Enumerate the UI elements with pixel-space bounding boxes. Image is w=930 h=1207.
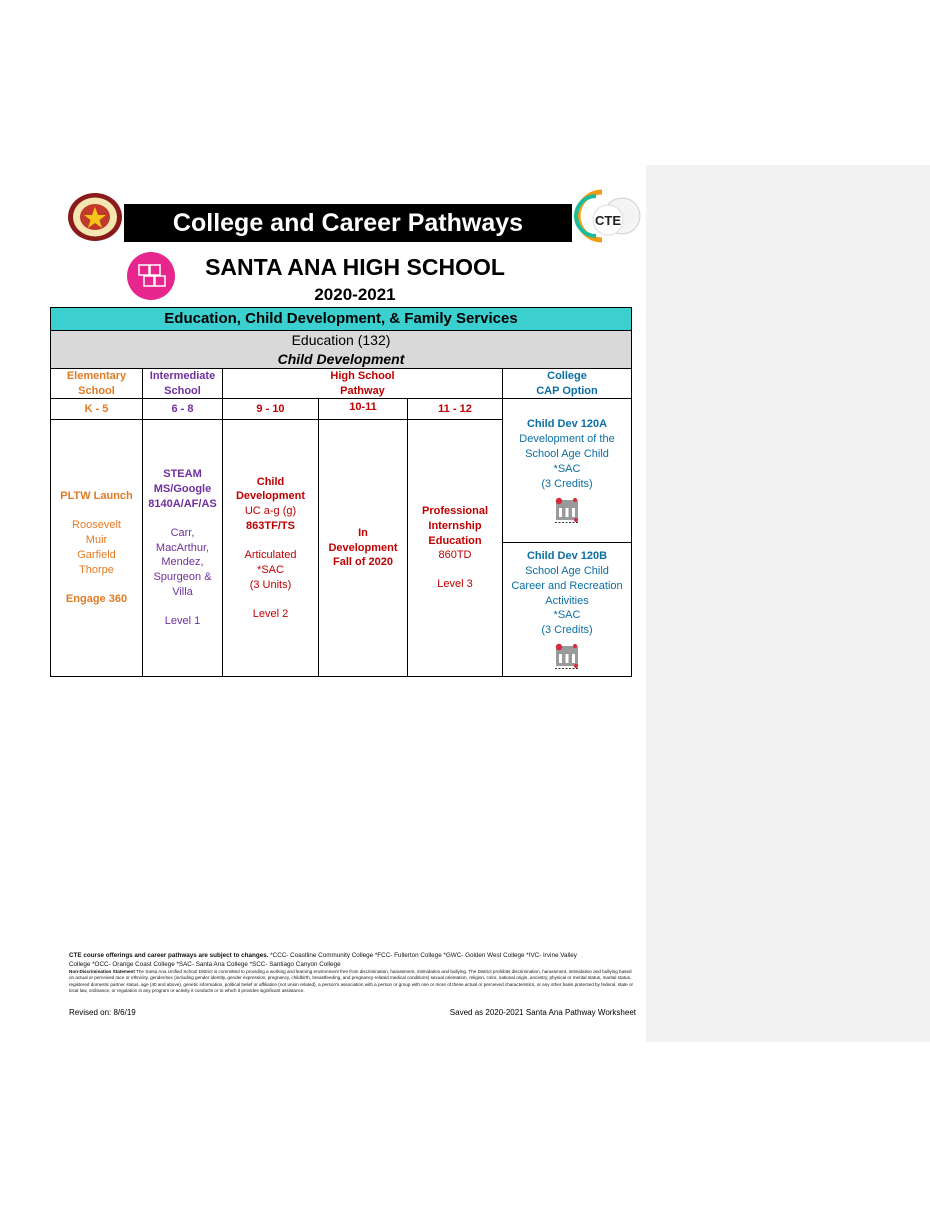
college-course-a-cell (502, 398, 632, 543)
column-header-elementary (50, 368, 143, 399)
nondiscrimination-text: The Santa Ana Unified School District is committed to providing a working and learning environment free from discrimination, harassment, intimidation and bullying. The District prohibits discrimination, harassment, intimidation and bullying based on actual or perceived race or ethnicity, gender/sex (including gender identity, gender expression, pregnancy, childbirth, breastfeeding, and pregnancy-related medical conditions) sexual orientation, religion, color, national origin, ancestry, physical or mental status, marital status, registered domestic partner status, age (40 and above), genetic information, political belief or affiliation (not union related), a person's association with a person or group with one or more of these actual or perceived characteristics, or any other basis protected by federal, state or local law, ordinance, or regulation in any program or activity it conducts or to which it provides significant assistance. (69, 969, 634, 994)
college-course-desc: Development of the (519, 433, 615, 446)
pathway-focus: Child Development (277, 350, 405, 367)
footer-lead: CTE course offerings and career pathways are subject to changes. (69, 952, 269, 959)
grade-k5: K - 5 (50, 398, 143, 420)
elementary-school: Garfield (77, 549, 116, 561)
course-10-11-cell (318, 419, 408, 677)
course-status: Development (328, 541, 398, 554)
course-title: Education (428, 534, 482, 547)
grade-6-8: 6 - 8 (142, 398, 223, 420)
pathway-table (50, 307, 632, 677)
course-title: Internship (428, 519, 482, 532)
school-year: 2020-2021 (314, 285, 396, 304)
elementary-extra: Engage 360 (65, 592, 128, 605)
course-11-12-cell (407, 419, 503, 677)
grade-10-11: 10-11 (318, 398, 408, 420)
column-header-line: CAP Option (536, 384, 598, 397)
pathway-header (50, 330, 632, 369)
course-ucag: UC a-g (g) (244, 505, 297, 518)
course-title: Child (256, 475, 285, 488)
college-course-desc: Activities (545, 594, 589, 607)
district-seal-logo (67, 192, 123, 242)
school-name: SANTA ANA HIGH SCHOOL (205, 254, 505, 280)
pathway-name: Education (132) (291, 331, 391, 348)
elementary-school: Muir (85, 534, 108, 547)
footer-notes (69, 952, 636, 995)
intermediate-cell (142, 419, 223, 677)
college-course-desc: Career and Recreation (511, 579, 623, 592)
grade-9-10: 9 - 10 (222, 398, 319, 420)
column-header-line: Elementary (66, 369, 127, 382)
course-articulation: (3 Units) (249, 578, 292, 591)
college-course-desc: (3 Credits) (541, 477, 593, 490)
intermediate-school: Spurgeon & (153, 571, 212, 584)
elementary-cell (50, 419, 143, 677)
course-9-10-cell (222, 419, 319, 677)
column-header-line: School (164, 384, 201, 397)
college-building-icon (554, 496, 580, 524)
intermediate-program: MS/Google (153, 483, 212, 496)
intermediate-level: Level 1 (164, 614, 201, 627)
college-course-title: Child Dev 120A (526, 418, 608, 431)
intermediate-school: Villa (172, 586, 193, 599)
cte-logo (572, 188, 642, 244)
course-status: Fall of 2020 (333, 556, 393, 569)
elementary-school: Roosevelt (72, 519, 121, 532)
college-course-desc: *SAC (553, 609, 581, 622)
course-articulation: Articulated (244, 549, 297, 561)
college-course-desc: *SAC (553, 462, 581, 475)
column-header-line: Pathway (340, 384, 385, 397)
intermediate-school: Carr, (170, 526, 195, 539)
intermediate-program: STEAM (163, 468, 202, 481)
column-header-high-school (222, 368, 503, 399)
intermediate-school: MacArthur, (155, 541, 210, 554)
column-header-college (502, 368, 632, 399)
column-header-line: School (78, 384, 115, 397)
intermediate-school: Mendez, (161, 556, 204, 569)
course-status: In (358, 526, 368, 539)
saved-as: Saved as 2020-2021 Santa Ana Pathway Worksheet (449, 1008, 636, 1017)
course-title: Professional (421, 504, 489, 517)
column-header-intermediate (142, 368, 223, 399)
column-header-line: Intermediate (149, 369, 216, 382)
course-code: 863TF/TS (246, 520, 295, 533)
course-level: Level 2 (252, 607, 289, 620)
svg-text:CTE: CTE (595, 213, 621, 228)
course-title: Development (235, 490, 306, 503)
intermediate-program: 8140A/AF/AS (148, 497, 217, 510)
footer-bottom (69, 1008, 636, 1017)
college-course-desc: (3 Credits) (541, 624, 593, 637)
college-course-b-cell (502, 542, 632, 677)
course-articulation: *SAC (257, 563, 284, 576)
college-course-desc: School Age Child (525, 564, 609, 577)
child-development-icon (126, 251, 176, 301)
revised-date: Revised on: 8/6/19 (69, 1008, 136, 1017)
college-course-desc: School Age Child (525, 448, 609, 461)
column-header-line: College (547, 369, 587, 382)
course-level: Level 3 (437, 578, 473, 591)
page-title: College and Career Pathways (124, 204, 572, 242)
footer-colleges: *CCC- Coastline Community College *FCC- Fullerton College *GWC- Golden West College *IVC- Irvine Valley (270, 952, 577, 959)
grade-11-12: 11 - 12 (407, 398, 503, 420)
comment-sidebar (646, 165, 930, 1042)
nondiscrimination-title: Non-Discrimination Statement (69, 969, 135, 974)
elementary-program: PLTW Launch (60, 490, 133, 503)
column-header-line: High School (330, 369, 395, 382)
sector-header: Education, Child Development, & Family Services (50, 307, 632, 331)
college-course-title: Child Dev 120B (526, 549, 608, 562)
elementary-school: Thorpe (79, 563, 114, 576)
footer-colleges-2: College *OCC- Orange Coast College *SAC- Santa Ana College *SCC- Santiago Canyon College (69, 960, 341, 968)
college-building-icon (554, 642, 580, 670)
course-code: 860TD (438, 549, 472, 562)
